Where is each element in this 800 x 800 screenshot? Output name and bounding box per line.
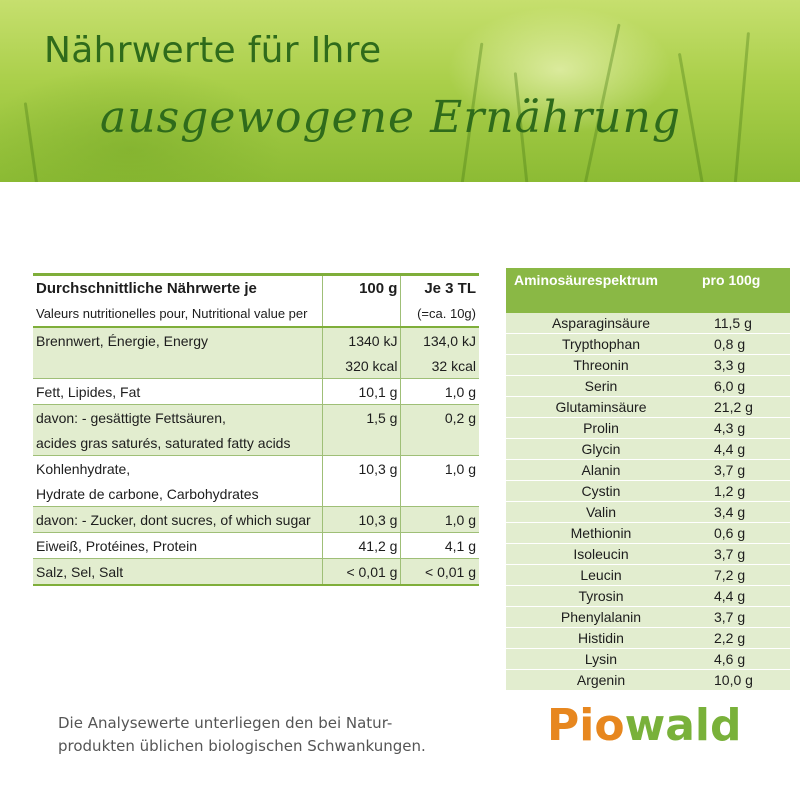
- amino-name: Serin: [506, 376, 696, 397]
- amino-name: Methionin: [506, 523, 696, 544]
- table-row: [506, 376, 790, 397]
- table-row: [506, 607, 790, 628]
- amino-value: 7,2 g: [696, 565, 790, 586]
- amino-name: Asparaginsäure: [506, 313, 696, 334]
- table-row: [506, 313, 790, 334]
- nutrition-header-label: Durchschnittliche Nährwerte je: [33, 275, 322, 302]
- table-row: [506, 649, 790, 670]
- amino-name: Glutaminsäure: [506, 397, 696, 418]
- brand-logo: [547, 700, 741, 751]
- amino-header-value: pro 100g: [696, 268, 790, 313]
- nutrient-label: Fett, Lipides, Fat: [33, 379, 322, 405]
- amino-name: Threonin: [506, 355, 696, 376]
- nutrition-subheader-col1: [322, 301, 400, 327]
- nutrient-value-100g: [322, 481, 400, 507]
- nutrient-value-100g: 41,2 g: [322, 533, 400, 559]
- table-row: [506, 523, 790, 544]
- table-row: [33, 353, 479, 379]
- nutrient-value-100g: 10,3 g: [322, 507, 400, 533]
- amino-value: 3,7 g: [696, 544, 790, 565]
- footnote-line2: produkten üblichen biologischen Schwankungen.: [58, 737, 426, 755]
- page-title-line1: Nährwerte für Ihre: [44, 30, 382, 71]
- amino-name: Prolin: [506, 418, 696, 439]
- page-title-line2: ausgewogene Ernährung: [100, 92, 682, 143]
- amino-name: Lysin: [506, 649, 696, 670]
- nutrition-header-col2: Je 3 TL: [401, 275, 479, 302]
- amino-name: Cystin: [506, 481, 696, 502]
- amino-value: 21,2 g: [696, 397, 790, 418]
- table-row: [33, 507, 479, 533]
- nutrient-value-100g: 1,5 g: [322, 405, 400, 431]
- amino-header-row: [506, 268, 790, 313]
- nutrient-value-3tl: < 0,01 g: [401, 559, 479, 586]
- nutrition-table: [33, 273, 479, 586]
- nutrition-subheader-col2: (=ca. 10g): [401, 301, 479, 327]
- nutrient-value-3tl: 1,0 g: [401, 507, 479, 533]
- table-row: [506, 418, 790, 439]
- nutrient-value-3tl: 4,1 g: [401, 533, 479, 559]
- nutrient-value-3tl: 134,0 kJ: [401, 327, 479, 353]
- amino-value: 11,5 g: [696, 313, 790, 334]
- amino-value: 4,4 g: [696, 439, 790, 460]
- amino-header-name: Aminosäurespektrum: [506, 268, 696, 313]
- nutrition-header-row: [33, 275, 479, 302]
- nutrient-value-3tl: 0,2 g: [401, 405, 479, 431]
- nutrient-value-100g: < 0,01 g: [322, 559, 400, 586]
- amino-value: 0,8 g: [696, 334, 790, 355]
- amino-name: Trypthophan: [506, 334, 696, 355]
- nutrient-value-3tl: [401, 430, 479, 456]
- table-row: [506, 628, 790, 649]
- logo-text-pio: Pio: [547, 700, 625, 751]
- nutrient-label: Salz, Sel, Salt: [33, 559, 322, 586]
- nutrient-value-100g: [322, 430, 400, 456]
- amino-name: Argenin: [506, 670, 696, 691]
- nutrient-value-100g: 10,3 g: [322, 456, 400, 482]
- nutrient-label: Hydrate de carbone, Carbohydrates: [36, 485, 259, 502]
- amino-name: Tyrosin: [506, 586, 696, 607]
- nutrition-subheader-label: Valeurs nutritionelles pour, Nutritional value per: [33, 301, 322, 327]
- nutrient-value-100g: 320 kcal: [322, 353, 400, 379]
- table-row: [506, 565, 790, 586]
- nutrient-label: Brennwert, Énergie, Energy: [33, 327, 322, 353]
- table-row: [33, 533, 479, 559]
- amino-value: 3,3 g: [696, 355, 790, 376]
- footnote-line1: Die Analysewerte unterliegen den bei Natur-: [58, 714, 393, 732]
- nutrition-subheader-row: [33, 301, 479, 327]
- amino-name: Isoleucin: [506, 544, 696, 565]
- amino-name: Valin: [506, 502, 696, 523]
- table-row: [33, 379, 479, 405]
- amino-value: 4,3 g: [696, 418, 790, 439]
- nutrient-value-100g: 10,1 g: [322, 379, 400, 405]
- amino-value: 4,6 g: [696, 649, 790, 670]
- table-row: [33, 481, 479, 507]
- amino-name: Leucin: [506, 565, 696, 586]
- nutrient-value-3tl: [401, 481, 479, 507]
- nutrient-value-100g: 1340 kJ: [322, 327, 400, 353]
- nutrient-value-3tl: 1,0 g: [401, 456, 479, 482]
- analysis-footnote: [58, 712, 426, 758]
- nutrient-label: Kohlenhydrate,: [33, 456, 322, 482]
- table-row: [33, 327, 479, 353]
- amino-value: 3,7 g: [696, 460, 790, 481]
- amino-name: Histidin: [506, 628, 696, 649]
- amino-value: 6,0 g: [696, 376, 790, 397]
- header-banner: [0, 0, 800, 182]
- amino-value: 3,7 g: [696, 607, 790, 628]
- nutrient-label: davon: - Zucker, dont sucres, of which sugar: [33, 507, 322, 533]
- nutrient-value-3tl: 32 kcal: [401, 353, 479, 379]
- amino-value: 1,2 g: [696, 481, 790, 502]
- table-row: [506, 355, 790, 376]
- amino-value: 4,4 g: [696, 586, 790, 607]
- amino-value: 2,2 g: [696, 628, 790, 649]
- amino-name: Glycin: [506, 439, 696, 460]
- table-row: [506, 439, 790, 460]
- amino-acid-table: [506, 268, 790, 691]
- nutrient-value-3tl: 1,0 g: [401, 379, 479, 405]
- amino-value: 10,0 g: [696, 670, 790, 691]
- table-row: [506, 502, 790, 523]
- table-row: [506, 586, 790, 607]
- amino-value: 0,6 g: [696, 523, 790, 544]
- nutrition-header-col1: 100 g: [322, 275, 400, 302]
- table-row: [506, 460, 790, 481]
- table-row: [33, 405, 479, 431]
- table-row: [506, 481, 790, 502]
- amino-name: Phenylalanin: [506, 607, 696, 628]
- table-row: [506, 397, 790, 418]
- amino-name: Alanin: [506, 460, 696, 481]
- table-row: [506, 334, 790, 355]
- table-row: [506, 670, 790, 691]
- nutrient-label: acides gras saturés, saturated fatty acids: [33, 430, 322, 456]
- table-row: [33, 456, 479, 482]
- nutrient-label: davon: - gesättigte Fettsäuren,: [33, 405, 322, 431]
- amino-value: 3,4 g: [696, 502, 790, 523]
- table-row: [506, 544, 790, 565]
- table-row: [33, 559, 479, 586]
- nutrient-label: Eiweiß, Protéines, Protein: [33, 533, 322, 559]
- table-row: [33, 430, 479, 456]
- nutrient-label: [33, 353, 322, 379]
- logo-text-wald: wald: [624, 700, 742, 751]
